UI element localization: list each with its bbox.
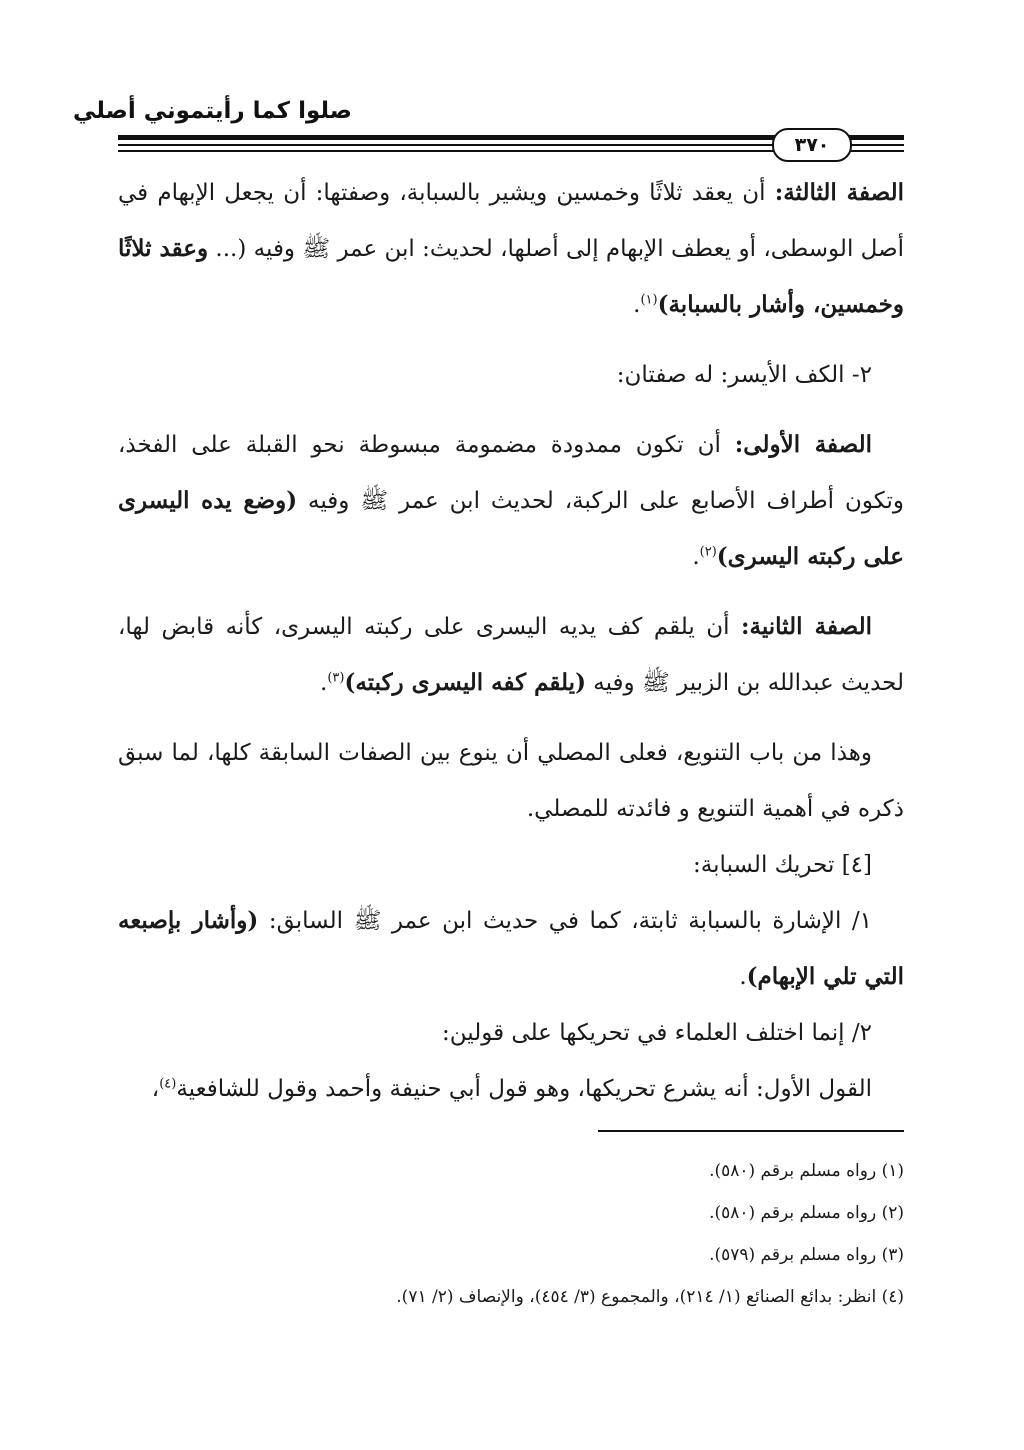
hadith-quote: وعقد ثلاثًا وخمسين، وأشار بالسبابة) <box>118 235 904 318</box>
paragraph-first-form <box>118 417 904 585</box>
footnote-item: (٣) رواه مسلم برقم (٥٧٩). <box>709 1245 904 1265</box>
paragraph-variation: وهذا من باب التنويع، فعلى المصلي أن ينوع بين الصفات السابقة كلها، لما سبق ذكره في أهمية التنويع و فائدته للمصلي. <box>118 740 904 822</box>
footnote-ref: (٣) <box>327 670 345 686</box>
footnote-ref: (١) <box>640 292 658 308</box>
paragraph-end: . <box>692 544 700 570</box>
footnote-ref: (٤) <box>159 1076 177 1092</box>
hadith-quote: (يلقم كفه اليسرى ركبته) <box>344 669 586 696</box>
footnote-item: (٢) رواه مسلم برقم (٥٨٠). <box>709 1203 904 1223</box>
page-number-badge: ٣٧٠ <box>772 128 852 162</box>
paragraph-first-opinion <box>118 1061 904 1117</box>
paragraph-label: الصفة الأولى: <box>734 431 872 458</box>
paragraph-second-form <box>118 599 904 711</box>
paragraph-end: ، <box>151 1076 160 1102</box>
section-heading: [٤] تحريك السبابة: <box>692 852 872 878</box>
paragraph-text: ١/ الإشارة بالسبابة ثابتة، كما في حديث ابن عمر ﷺ السابق: <box>258 908 872 934</box>
paragraph-point-two: ٢/ إنما اختلف العلماء في تحريكها على قولين: <box>442 1020 872 1046</box>
paragraph-text: القول الأول: أنه يشرع تحريكها، وهو قول أبي حنيفة وأحمد وقول للشافعية <box>176 1076 872 1102</box>
paragraph-label: الصفة الثالثة: <box>774 179 904 206</box>
paragraph-text: أن يعقد ثلاثًا وخمسين ويشير بالسبابة، وصفتها: أن يجعل الإبهام في أصل الوسطى، أو يعطف الإبهام إلى أصلها، لحديث: ابن عمر ﷺ وفيه (... <box>118 180 904 262</box>
running-header-title: صلوا كما رأيتموني أصلي <box>72 98 352 124</box>
paragraph-end: . <box>320 670 328 696</box>
footnote-item: (١) رواه مسلم برقم (٥٨٠). <box>709 1161 904 1181</box>
footnote-item: (٤) انظر: بدائع الصنائع (١/ ٢١٤)، والمجموع (٣/ ٤٥٤)، والإنصاف (٢/ ٧١). <box>396 1287 904 1307</box>
paragraph-end: . <box>739 964 747 990</box>
footnote-ref: (٢) <box>699 544 717 560</box>
footnote-separator <box>598 1130 904 1132</box>
footnotes <box>118 1150 904 1318</box>
paragraph-point-one <box>118 893 904 1005</box>
paragraph-end: . <box>633 292 641 318</box>
paragraph-text: أن تكون ممدودة مضمومة مبسوطة نحو القبلة على الفخذ، وتكون أطراف الأصابع على الركبة، لحديث ابن عمر ﷺ وفيه <box>118 432 904 514</box>
hadith-quote: (وضع يده اليسرى على ركبته اليسرى) <box>118 487 904 570</box>
paragraph-label: الصفة الثانية: <box>741 613 872 640</box>
paragraph-third-form <box>118 165 904 333</box>
hadith-quote: (وأشار بإصبعه التي تلي الإبهام) <box>118 907 904 990</box>
page-body <box>118 165 904 1117</box>
paragraph-text: أن يلقم كف يديه اليسرى على ركبته اليسرى، كأنه قابض لها، لحديث عبدالله بن الزبير ﷺ وفيه <box>118 614 904 696</box>
paragraph-left-hand: ٢- الكف الأيسر: له صفتان: <box>616 362 872 388</box>
